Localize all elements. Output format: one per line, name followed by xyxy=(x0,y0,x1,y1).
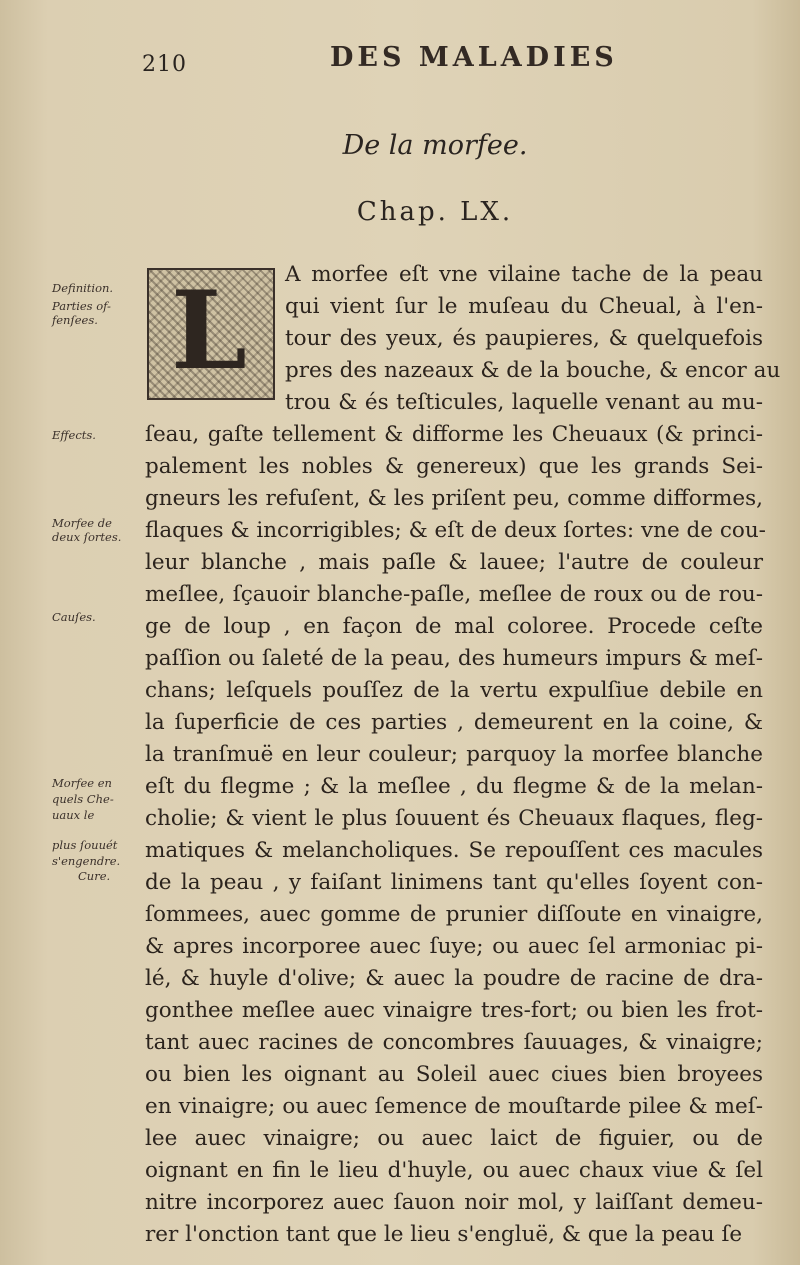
margin-note: quels Che- xyxy=(52,792,114,806)
body-line: trou & és teſticules, laquelle venant au mu- xyxy=(285,390,763,415)
margin-note: Effects. xyxy=(52,428,96,442)
body-line: qui vient ſur le muſeau du Cheual, à l'en- xyxy=(285,294,763,319)
margin-note: Cauſes. xyxy=(52,610,96,624)
body-line: ſeau, gaſte tellement & difforme les Cheuaux (& princi- xyxy=(145,422,763,447)
body-line: tant auec racines de concombres ſauuages, & vinaigre; xyxy=(145,1030,763,1055)
body-line: gneurs les refuſent, & les priſent peu, comme difformes, xyxy=(145,486,763,511)
body-line: pres des nazeaux & de la bouche, & encor au xyxy=(285,358,781,383)
margin-note: s'engendre. xyxy=(52,854,121,868)
body-line: tour des yeux, és paupieres, & quelquefois xyxy=(285,326,763,351)
body-line: meſlee, ſçauoir blanche-paſle, meſlee de roux ou de rou- xyxy=(145,582,763,607)
body-line: cholie; & vient le plus ſouuent és Cheuaux flaques, fleg- xyxy=(145,806,763,831)
body-line: ſommees, auec gomme de prunier diſſoute en vinaigre, xyxy=(145,902,763,927)
body-line: paſſion ou ſaleté de la peau, des humeurs impurs & meſ- xyxy=(145,646,763,671)
page-header xyxy=(0,40,800,80)
margin-note: Morfee de xyxy=(52,516,112,530)
body-line: leur blanche , mais paſle & lauee; l'autre de couleur xyxy=(145,550,763,575)
section-title: De la morfee. xyxy=(342,130,528,161)
body-line: la ſuperficie de ces parties , demeurent en la coine, & xyxy=(145,710,763,735)
margin-note: plus ſouuét xyxy=(52,838,118,852)
body-line: la tranſmuë en leur couleur; parquoy la morfee blanche xyxy=(145,742,763,767)
body-line: ge de loup , en façon de mal coloree. Procede ceſte xyxy=(145,614,763,639)
body-line: A morfee eſt vne vilaine tache de la peau xyxy=(285,262,763,287)
margin-note: fenſees. xyxy=(52,313,98,327)
body-line: chans; leſquels pouſſez de la vertu expulſiue debile en xyxy=(145,678,763,703)
chapter-heading: Chap. LX. xyxy=(356,197,514,227)
decorated-initial-letter: L xyxy=(171,268,247,394)
margin-note: Cure. xyxy=(78,869,111,883)
body-line: palement les nobles & genereux) que les grands Sei- xyxy=(145,454,763,479)
body-line: nitre incorporez auec ſauon noir mol, y laiſſant demeu- xyxy=(145,1190,763,1215)
body-line: en vinaigre; ou auec ſemence de mouſtarde pilee & meſ- xyxy=(145,1094,763,1119)
margin-note: deux ſortes. xyxy=(52,530,122,544)
page-number: 210 xyxy=(142,52,187,77)
running-title: DES MALADIES xyxy=(330,42,618,73)
margin-note: Morfee en xyxy=(52,776,112,790)
margin-note: Definition. xyxy=(52,281,114,295)
body-line: & apres incorporee auec ſuye; ou auec ſel armoniac pi- xyxy=(145,934,763,959)
chapter-heading-block xyxy=(0,197,800,227)
body-line: eſt du flegme ; & la meſlee , du flegme & de la melan- xyxy=(145,774,763,799)
decorated-initial xyxy=(147,268,275,400)
body-line: gonthee meſlee auec vinaigre tres-fort; ou bien les frot- xyxy=(145,998,763,1023)
body-line: lee auec vinaigre; ou auec laict de figuier, ou de xyxy=(145,1126,763,1151)
margin-note: uaux le xyxy=(52,808,95,822)
body-line: flaques & incorrigibles; & eſt de deux ſortes: vne de cou- xyxy=(145,518,766,543)
body-line: rer l'onction tant que le lieu s'engluë, & que la peau ſe xyxy=(145,1222,743,1247)
body-line: matiques & melancholiques. Se repouſſent ces macules xyxy=(145,838,763,863)
body-line: de la peau , y faiſant linimens tant qu'elles ſoyent con- xyxy=(145,870,763,895)
section-title-block xyxy=(0,130,800,161)
body-line: oignant en fin le lieu d'huyle, ou auec chaux viue & ſel xyxy=(145,1158,763,1183)
body-line: ou bien les oignant au Soleil auec ciues bien broyees xyxy=(145,1062,763,1087)
body-line: lé, & huyle d'olive; & auec la poudre de racine de dra- xyxy=(145,966,763,991)
margin-note: Parties of- xyxy=(52,299,111,313)
